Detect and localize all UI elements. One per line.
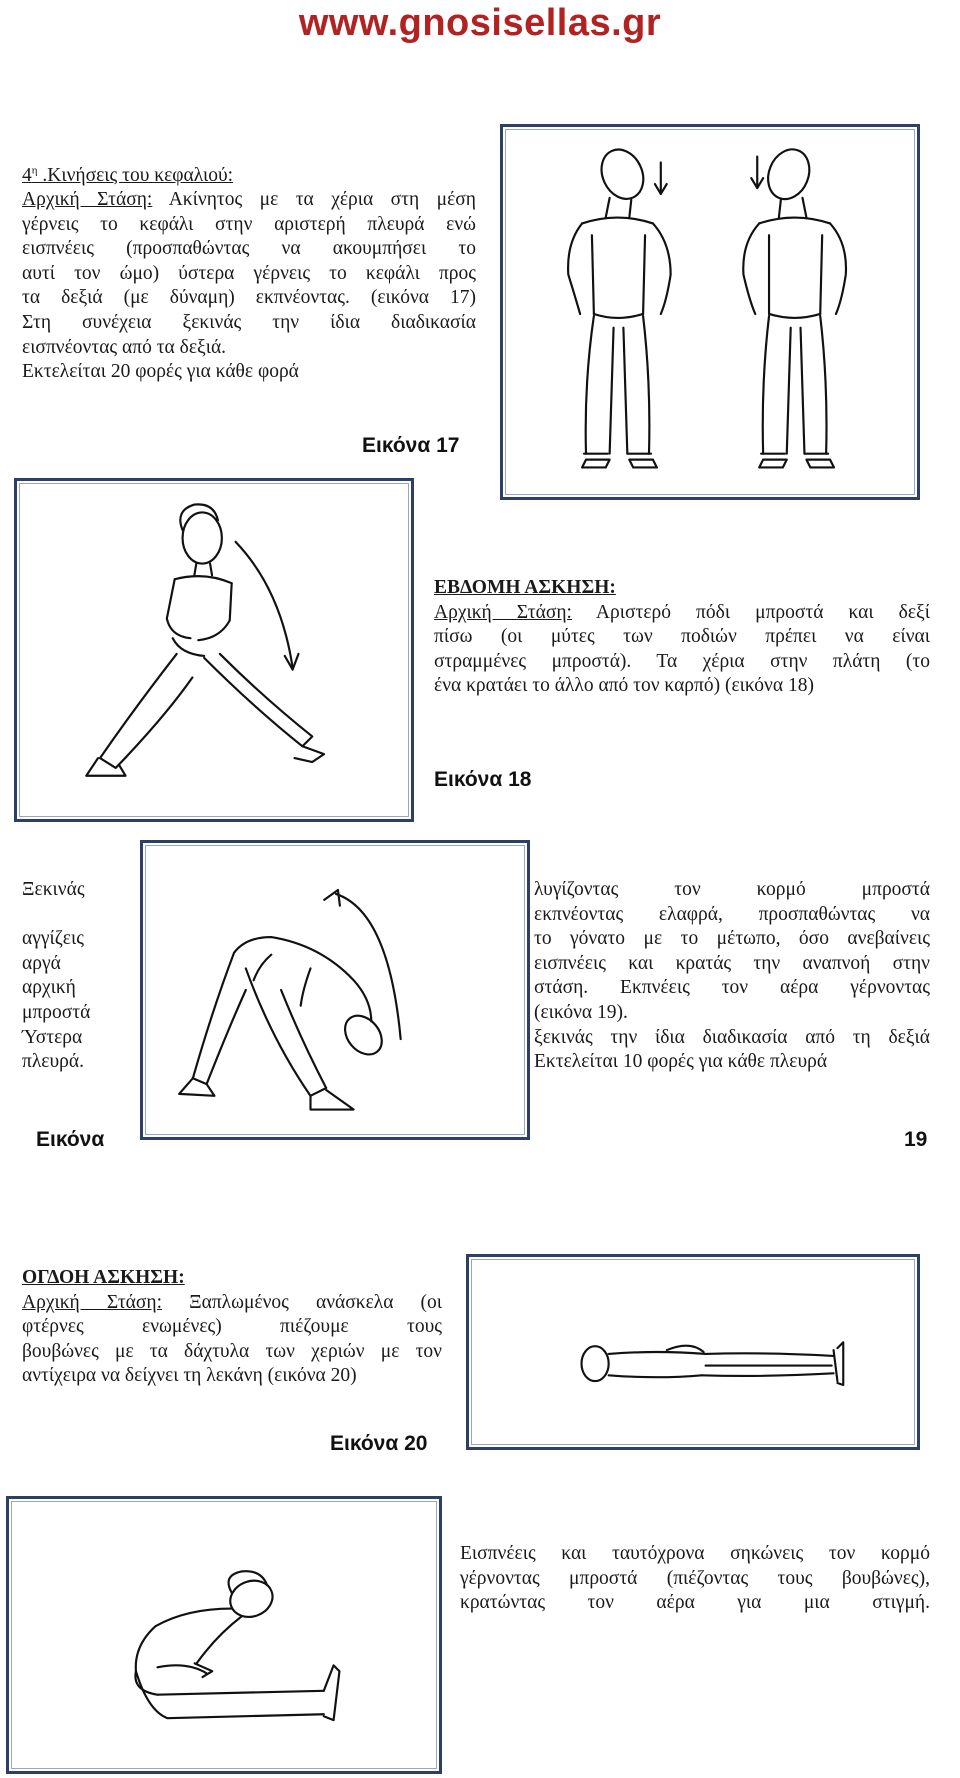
figure-19-forward-bend — [140, 840, 530, 1140]
eighth-label: Αρχική Στάση: — [22, 1291, 162, 1313]
figure-17-head-tilt — [500, 124, 920, 500]
caption-figure-20: Εικόνα 20 — [330, 1432, 428, 1455]
figure-21-text: Εισπνέεις και ταυτόχρονα σηκώνεις τον κορμό γέρνοντας μπροστά (πιέζοντας τους βουβώνες), κρατώντας τον αέρα για μια στιγμή. — [460, 1543, 930, 1614]
eighth-exercise-text: ΟΓΔΟΗ ΑΣΚΗΣΗ: Αρχική Στάση: Ξαπλωμένος ανάσκελα (οι φτέρνες ενωμένες) πιέζουμε τους βουβώνες με τα δάχτυλα των χεριών με τον αντίχειρα να δείχνει τη λεκάνη (εικόνα 20) — [22, 1267, 442, 1387]
caption-figure-19-left: Εικόνα — [36, 1128, 105, 1151]
caption-figure-18: Εικόνα 18 — [434, 768, 532, 791]
figure-20-lying-down — [466, 1254, 920, 1450]
seventh-exercise-text: ΕΒΔΟΜΗ ΑΣΚΗΣΗ: Αρχική Στάση: Αριστερό πόδι μπροστά και δεξί πίσω (οι μύτες των ποδιών πρέπει να είναι στραμμένες μπροστά). Τα χέρια στην πλάτη (το ένα κρατάει το άλλο από τον καρπό) (εικόνα 18) — [434, 577, 930, 697]
figure-18-forward-stance — [14, 478, 414, 822]
seventh-heading: ΕΒΔΟΜΗ ΑΣΚΗΣΗ: — [434, 577, 616, 598]
figure-17-left-person — [568, 143, 671, 468]
caption-figure-17: Εικόνα 17 — [362, 434, 460, 457]
figure-19-person — [179, 937, 389, 1109]
seventh-label: Αρχική Στάση: — [434, 601, 572, 623]
figure-19-arc-arrow — [336, 894, 401, 1039]
section4-text: $4^\eta$ .Κινήσεις του κεφαλιού: Αρχική Στάση: Ακίνητος με τα χέρια στη μέση γέρνεις το κεφάλι στην αριστερή πλευρά ενώ εισπνέεις (προσπαθώντας να ακουμπήσει το αυτί τον ώμο) ύστερα γέρνεις το κεφάλι προς τα δεξιά (με δύναμη) εκπνέοντας. (εικόνα 17) Στη συνέχεια ξεκινάς την ίδια διαδικασία εισπνέοντας από τα δεξιά. Εκτελείται 20 φορές για κάθε φορά — [22, 158, 476, 385]
figure-21-seated-bend — [6, 1496, 442, 1774]
figure-20-person — [582, 1342, 844, 1385]
section4-label: Αρχική Στάση: — [22, 189, 153, 211]
figure-21-person — [135, 1571, 339, 1720]
figure-17-right-person — [743, 143, 846, 467]
caption-figure-19-right: 19 — [904, 1128, 928, 1151]
figure-19-right-text: λυγίζοντας τον κορμό μπροστά εκπνέοντας ελαφρά, προσπαθώντας να το γόνατο με το μέτωπο, όσο ανεβαίνεις εισπνέεις και κρατάς την αναπνοή στην στάση. Εκπνέεις τον αέρα γέρνοντας (εικόνα 19). ξεκινάς την ίδια διαδικασία από τη δεξιά Εκτελείται 10 φορές για κάθε πλευρά — [534, 879, 930, 1073]
eighth-heading: ΟΓΔΟΗ ΑΣΚΗΣΗ: — [22, 1267, 185, 1288]
figure-18-person — [86, 504, 324, 775]
figure-18-arc-arrow — [236, 542, 293, 668]
site-header[interactable]: www.gnosisellas.gr — [298, 2, 662, 44]
figure-19-left-text: Ξεκινάς αγγίζεις αργά αρχική μπροστά Ύστερα πλευρά. — [22, 879, 91, 1073]
section4-title: $4^\eta$ .Κινήσεις του κεφαλιού: — [22, 164, 234, 186]
